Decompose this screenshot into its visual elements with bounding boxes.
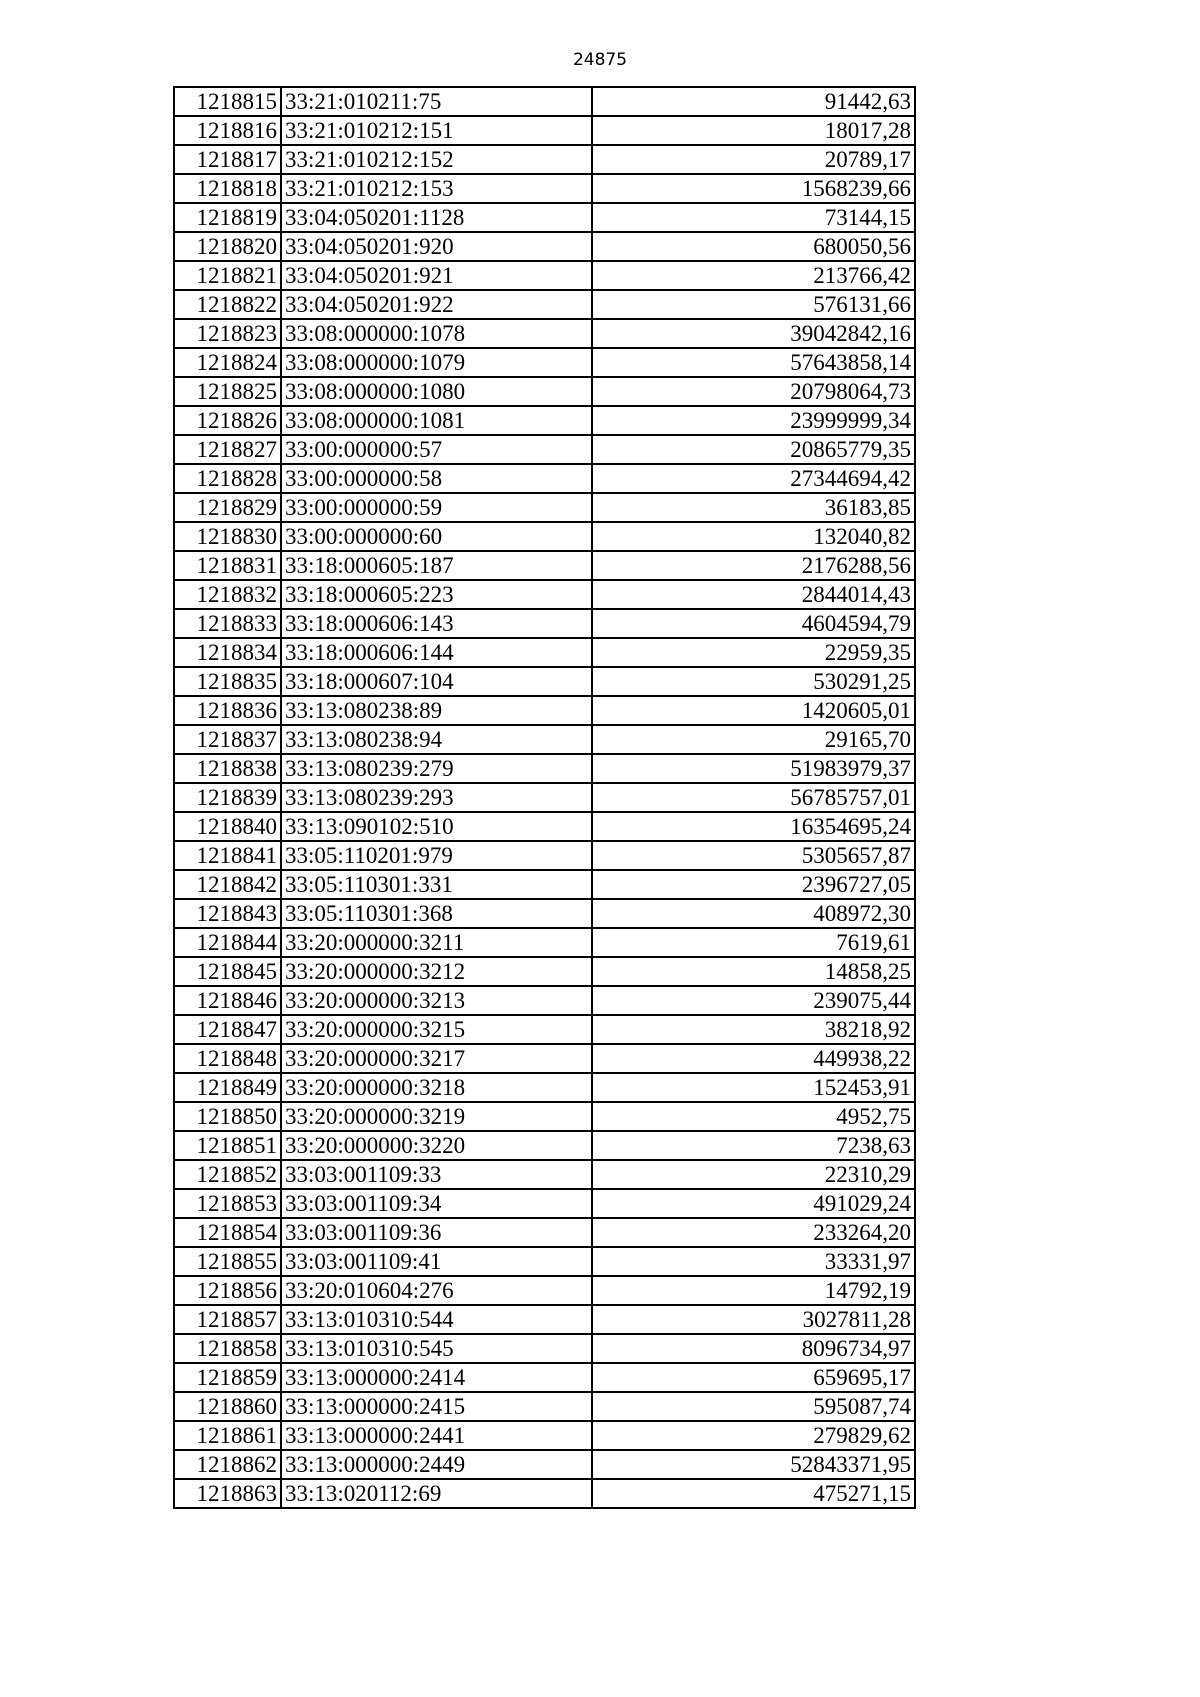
- row-number-cell: 1218851: [174, 1131, 281, 1160]
- cadastral-value-cell: 56785757,01: [592, 783, 915, 812]
- cadastral-number-cell: 33:18:000606:143: [281, 609, 592, 638]
- row-number-cell: 1218822: [174, 290, 281, 319]
- table-row: [174, 1189, 915, 1218]
- table-row: [174, 1421, 915, 1450]
- row-number-cell: 1218859: [174, 1363, 281, 1392]
- table-row: [174, 783, 915, 812]
- table-row: [174, 116, 915, 145]
- row-number-cell: 1218862: [174, 1450, 281, 1479]
- cadastral-value-cell: 408972,30: [592, 899, 915, 928]
- table-row: [174, 1305, 915, 1334]
- table-row: [174, 1334, 915, 1363]
- cadastral-value-cell: 491029,24: [592, 1189, 915, 1218]
- cadastral-value-cell: 2176288,56: [592, 551, 915, 580]
- cadastral-value-cell: 449938,22: [592, 1044, 915, 1073]
- table-row: [174, 522, 915, 551]
- table-row: [174, 1073, 915, 1102]
- cadastral-number-cell: 33:03:001109:36: [281, 1218, 592, 1247]
- table-row: [174, 812, 915, 841]
- row-number-cell: 1218839: [174, 783, 281, 812]
- cadastral-number-cell: 33:13:080239:293: [281, 783, 592, 812]
- cadastral-value-cell: 152453,91: [592, 1073, 915, 1102]
- row-number-cell: 1218844: [174, 928, 281, 957]
- table-row: [174, 580, 915, 609]
- cadastral-value-cell: 7619,61: [592, 928, 915, 957]
- row-number-cell: 1218863: [174, 1479, 281, 1508]
- cadastral-number-cell: 33:03:001109:33: [281, 1160, 592, 1189]
- table-row: [174, 435, 915, 464]
- row-number-cell: 1218843: [174, 899, 281, 928]
- cadastral-number-cell: 33:20:000000:3220: [281, 1131, 592, 1160]
- table-row: [174, 290, 915, 319]
- row-number-cell: 1218818: [174, 174, 281, 203]
- cadastral-value-cell: 4604594,79: [592, 609, 915, 638]
- cadastral-number-cell: 33:21:010212:152: [281, 145, 592, 174]
- table-row: [174, 1131, 915, 1160]
- cadastral-number-cell: 33:04:050201:920: [281, 232, 592, 261]
- row-number-cell: 1218836: [174, 696, 281, 725]
- row-number-cell: 1218824: [174, 348, 281, 377]
- row-number-cell: 1218832: [174, 580, 281, 609]
- cadastral-value-cell: 91442,63: [592, 87, 915, 116]
- cadastral-number-cell: 33:18:000605:187: [281, 551, 592, 580]
- cadastral-value-cell: 132040,82: [592, 522, 915, 551]
- cadastral-value-cell: 680050,56: [592, 232, 915, 261]
- cadastral-number-cell: 33:13:080238:89: [281, 696, 592, 725]
- table-row: [174, 1363, 915, 1392]
- row-number-cell: 1218845: [174, 957, 281, 986]
- row-number-cell: 1218850: [174, 1102, 281, 1131]
- cadastral-value-cell: 8096734,97: [592, 1334, 915, 1363]
- row-number-cell: 1218816: [174, 116, 281, 145]
- table-row: [174, 725, 915, 754]
- row-number-cell: 1218849: [174, 1073, 281, 1102]
- cadastral-number-cell: 33:20:010604:276: [281, 1276, 592, 1305]
- table-row: [174, 493, 915, 522]
- cadastral-number-cell: 33:08:000000:1081: [281, 406, 592, 435]
- row-number-cell: 1218856: [174, 1276, 281, 1305]
- cadastral-number-cell: 33:00:000000:60: [281, 522, 592, 551]
- cadastral-value-cell: 27344694,42: [592, 464, 915, 493]
- cadastral-number-cell: 33:05:110301:331: [281, 870, 592, 899]
- cadastral-number-cell: 33:13:000000:2415: [281, 1392, 592, 1421]
- table-row: [174, 638, 915, 667]
- cadastral-value-cell: 2396727,05: [592, 870, 915, 899]
- cadastral-number-cell: 33:13:000000:2449: [281, 1450, 592, 1479]
- cadastral-value-cell: 279829,62: [592, 1421, 915, 1450]
- row-number-cell: 1218817: [174, 145, 281, 174]
- cadastral-value-cell: 18017,28: [592, 116, 915, 145]
- cadastral-value-cell: 20789,17: [592, 145, 915, 174]
- cadastral-number-cell: 33:21:010211:75: [281, 87, 592, 116]
- row-number-cell: 1218834: [174, 638, 281, 667]
- row-number-cell: 1218815: [174, 87, 281, 116]
- cadastral-number-cell: 33:20:000000:3218: [281, 1073, 592, 1102]
- cadastral-number-cell: 33:20:000000:3217: [281, 1044, 592, 1073]
- cadastral-number-cell: 33:08:000000:1078: [281, 319, 592, 348]
- table-row: [174, 1479, 915, 1508]
- cadastral-value-cell: 2844014,43: [592, 580, 915, 609]
- row-number-cell: 1218848: [174, 1044, 281, 1073]
- cadastral-value-cell: 14858,25: [592, 957, 915, 986]
- row-number-cell: 1218821: [174, 261, 281, 290]
- row-number-cell: 1218820: [174, 232, 281, 261]
- table-row: [174, 1218, 915, 1247]
- cadastral-number-cell: 33:18:000607:104: [281, 667, 592, 696]
- cadastral-value-cell: 23999999,34: [592, 406, 915, 435]
- row-number-cell: 1218828: [174, 464, 281, 493]
- cadastral-value-cell: 57643858,14: [592, 348, 915, 377]
- table-row: [174, 609, 915, 638]
- cadastral-value-cell: 659695,17: [592, 1363, 915, 1392]
- cadastral-value-cell: 22310,29: [592, 1160, 915, 1189]
- cadastral-number-cell: 33:13:000000:2441: [281, 1421, 592, 1450]
- cadastral-number-cell: 33:21:010212:153: [281, 174, 592, 203]
- cadastral-value-cell: 1568239,66: [592, 174, 915, 203]
- cadastral-value-table: [173, 86, 916, 1509]
- table-row: [174, 464, 915, 493]
- row-number-cell: 1218837: [174, 725, 281, 754]
- table-body: [174, 87, 915, 1508]
- row-number-cell: 1218826: [174, 406, 281, 435]
- cadastral-number-cell: 33:18:000605:223: [281, 580, 592, 609]
- cadastral-number-cell: 33:05:110201:979: [281, 841, 592, 870]
- row-number-cell: 1218861: [174, 1421, 281, 1450]
- table-row: [174, 203, 915, 232]
- table-row: [174, 261, 915, 290]
- cadastral-number-cell: 33:04:050201:1128: [281, 203, 592, 232]
- cadastral-value-cell: 29165,70: [592, 725, 915, 754]
- table-row: [174, 957, 915, 986]
- cadastral-value-cell: 20798064,73: [592, 377, 915, 406]
- cadastral-value-cell: 595087,74: [592, 1392, 915, 1421]
- table-row: [174, 1160, 915, 1189]
- cadastral-number-cell: 33:04:050201:922: [281, 290, 592, 319]
- page-number: 24875: [572, 50, 628, 70]
- cadastral-value-cell: 36183,85: [592, 493, 915, 522]
- row-number-cell: 1218853: [174, 1189, 281, 1218]
- cadastral-number-cell: 33:04:050201:921: [281, 261, 592, 290]
- row-number-cell: 1218842: [174, 870, 281, 899]
- table-row: [174, 1044, 915, 1073]
- table-row: [174, 1450, 915, 1479]
- table-row: [174, 754, 915, 783]
- cadastral-number-cell: 33:05:110301:368: [281, 899, 592, 928]
- cadastral-number-cell: 33:18:000606:144: [281, 638, 592, 667]
- cadastral-number-cell: 33:20:000000:3211: [281, 928, 592, 957]
- cadastral-number-cell: 33:13:080238:94: [281, 725, 592, 754]
- cadastral-value-cell: 7238,63: [592, 1131, 915, 1160]
- table-row: [174, 928, 915, 957]
- row-number-cell: 1218829: [174, 493, 281, 522]
- cadastral-value-cell: 33331,97: [592, 1247, 915, 1276]
- row-number-cell: 1218857: [174, 1305, 281, 1334]
- row-number-cell: 1218847: [174, 1015, 281, 1044]
- row-number-cell: 1218830: [174, 522, 281, 551]
- row-number-cell: 1218823: [174, 319, 281, 348]
- table-row: [174, 870, 915, 899]
- cadastral-value-cell: 22959,35: [592, 638, 915, 667]
- table-row: [174, 1276, 915, 1305]
- cadastral-number-cell: 33:21:010212:151: [281, 116, 592, 145]
- row-number-cell: 1218852: [174, 1160, 281, 1189]
- cadastral-number-cell: 33:00:000000:59: [281, 493, 592, 522]
- cadastral-value-cell: 16354695,24: [592, 812, 915, 841]
- cadastral-number-cell: 33:00:000000:58: [281, 464, 592, 493]
- cadastral-value-cell: 39042842,16: [592, 319, 915, 348]
- row-number-cell: 1218841: [174, 841, 281, 870]
- table-row: [174, 1015, 915, 1044]
- cadastral-number-cell: 33:13:000000:2414: [281, 1363, 592, 1392]
- row-number-cell: 1218819: [174, 203, 281, 232]
- table-row: [174, 667, 915, 696]
- row-number-cell: 1218840: [174, 812, 281, 841]
- row-number-cell: 1218860: [174, 1392, 281, 1421]
- table-row: [174, 87, 915, 116]
- row-number-cell: 1218833: [174, 609, 281, 638]
- table-row: [174, 348, 915, 377]
- row-number-cell: 1218838: [174, 754, 281, 783]
- table-row: [174, 232, 915, 261]
- table-row: [174, 1102, 915, 1131]
- table-row: [174, 319, 915, 348]
- table-row: [174, 145, 915, 174]
- cadastral-value-cell: 239075,44: [592, 986, 915, 1015]
- cadastral-value-cell: 14792,19: [592, 1276, 915, 1305]
- cadastral-value-cell: 1420605,01: [592, 696, 915, 725]
- cadastral-value-cell: 213766,42: [592, 261, 915, 290]
- table-row: [174, 1392, 915, 1421]
- cadastral-number-cell: 33:13:080239:279: [281, 754, 592, 783]
- cadastral-value-cell: 4952,75: [592, 1102, 915, 1131]
- cadastral-value-cell: 233264,20: [592, 1218, 915, 1247]
- cadastral-number-cell: 33:13:090102:510: [281, 812, 592, 841]
- cadastral-number-cell: 33:20:000000:3219: [281, 1102, 592, 1131]
- table-row: [174, 696, 915, 725]
- table-row: [174, 841, 915, 870]
- row-number-cell: 1218858: [174, 1334, 281, 1363]
- table-row: [174, 899, 915, 928]
- cadastral-value-cell: 5305657,87: [592, 841, 915, 870]
- row-number-cell: 1218854: [174, 1218, 281, 1247]
- table-row: [174, 377, 915, 406]
- cadastral-number-cell: 33:03:001109:41: [281, 1247, 592, 1276]
- cadastral-number-cell: 33:00:000000:57: [281, 435, 592, 464]
- cadastral-value-cell: 530291,25: [592, 667, 915, 696]
- cadastral-value-cell: 20865779,35: [592, 435, 915, 464]
- table-row: [174, 174, 915, 203]
- cadastral-number-cell: 33:20:000000:3213: [281, 986, 592, 1015]
- cadastral-number-cell: 33:20:000000:3215: [281, 1015, 592, 1044]
- row-number-cell: 1218846: [174, 986, 281, 1015]
- table-row: [174, 406, 915, 435]
- cadastral-number-cell: 33:03:001109:34: [281, 1189, 592, 1218]
- row-number-cell: 1218855: [174, 1247, 281, 1276]
- cadastral-number-cell: 33:13:020112:69: [281, 1479, 592, 1508]
- cadastral-value-cell: 73144,15: [592, 203, 915, 232]
- table-row: [174, 551, 915, 580]
- cadastral-value-cell: 52843371,95: [592, 1450, 915, 1479]
- table-row: [174, 986, 915, 1015]
- cadastral-number-cell: 33:13:010310:544: [281, 1305, 592, 1334]
- cadastral-number-cell: 33:08:000000:1079: [281, 348, 592, 377]
- cadastral-number-cell: 33:20:000000:3212: [281, 957, 592, 986]
- cadastral-value-cell: 51983979,37: [592, 754, 915, 783]
- cadastral-value-cell: 475271,15: [592, 1479, 915, 1508]
- row-number-cell: 1218831: [174, 551, 281, 580]
- cadastral-number-cell: 33:08:000000:1080: [281, 377, 592, 406]
- cadastral-value-cell: 3027811,28: [592, 1305, 915, 1334]
- row-number-cell: 1218827: [174, 435, 281, 464]
- table-row: [174, 1247, 915, 1276]
- row-number-cell: 1218835: [174, 667, 281, 696]
- cadastral-number-cell: 33:13:010310:545: [281, 1334, 592, 1363]
- cadastral-value-cell: 38218,92: [592, 1015, 915, 1044]
- cadastral-value-cell: 576131,66: [592, 290, 915, 319]
- row-number-cell: 1218825: [174, 377, 281, 406]
